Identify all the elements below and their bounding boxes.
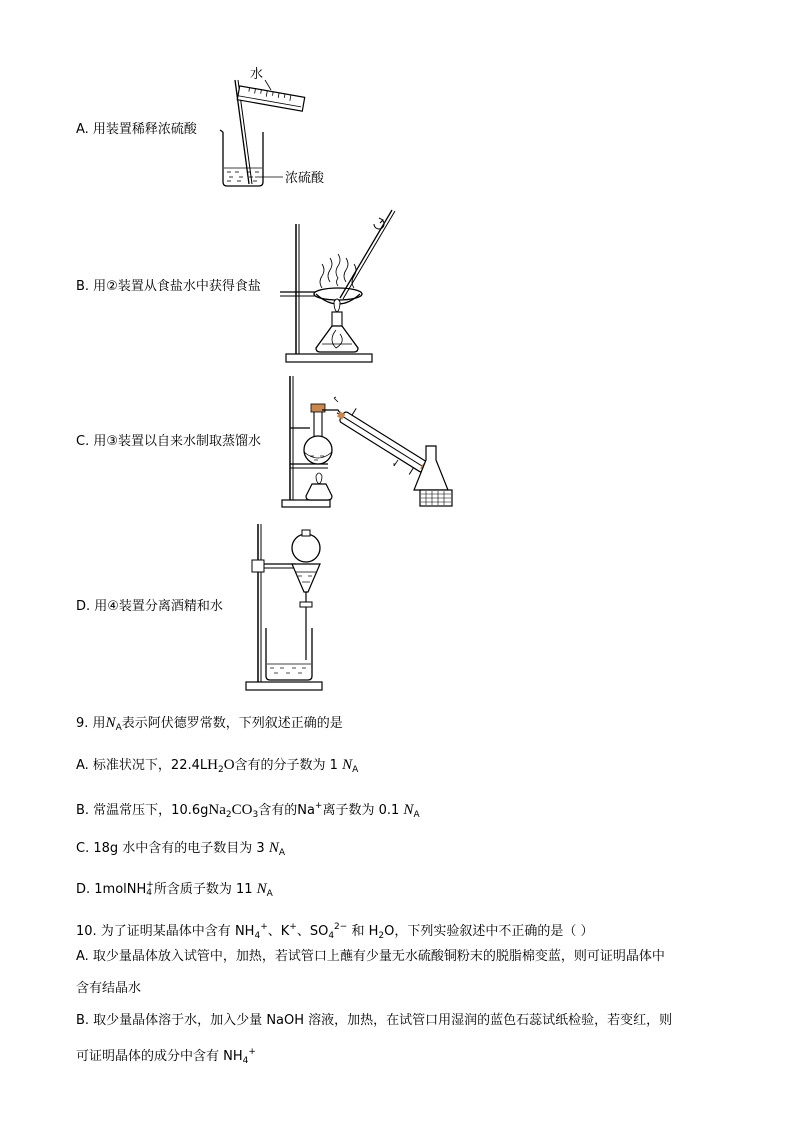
acid-label: 浓硫酸	[285, 171, 325, 186]
question-9-stem: 9. 用$N_A$表示阿伏德罗常数，下列叙述正确的是	[76, 715, 343, 733]
question-9-option-a: A. 标准状况下，$22.4LH_2O$含有的分子数为 1 $N_A$	[76, 757, 359, 775]
question-10-option-b-line2: 可证明晶体的成分中含有 $NH_4^+$	[76, 1047, 256, 1066]
option-8c: C. 用③装置以自来水制取蒸馏水	[76, 434, 261, 449]
distillation-apparatus-figure	[280, 372, 462, 512]
question-10-option-a-line2: 含有结晶水	[76, 981, 142, 996]
option-8b: B. 用②装置从食盐水中获得食盐	[76, 279, 261, 294]
option-8d: D. 用④装置分离酒精和水	[76, 599, 223, 614]
option-8a: A. 用装置稀释浓硫酸	[76, 122, 197, 137]
separation-funnel-figure	[244, 520, 354, 694]
question-9-option-d: D. 1molNH + 4 所含质子数为 11 $N_A$	[76, 880, 273, 899]
question-10-option-b-line1: B. 取少量晶体溶于水，加入少量 NaOH 溶液，加热，在试管口用湿润的蓝色石蕊试纸检验，若变红，则	[76, 1013, 673, 1028]
question-9-option-b: B. 常温常压下，$10.6gNa_2CO_3$含有的Na+离子数为 0.1 $N_A$	[76, 801, 420, 820]
question-9-option-c: C. 18g 水中含有的电子数目为 3 $N_A$	[76, 840, 285, 858]
question-10-option-a-line1: A. 取少量晶体放入试管中，加热，若试管口上蘸有少量无水硫酸铜粉末的脱脂棉变蓝，则可证明晶体中	[76, 949, 665, 964]
evaporation-apparatus-figure	[280, 202, 400, 370]
water-label: 水	[250, 67, 264, 82]
dilution-apparatus-figure	[215, 60, 345, 195]
question-10-stem: 10. 为了证明某晶体中含有 $NH_4^+$、K+、$SO_4^{2-}$ 和 $H_2O$，下列实验叙述中不正确的是（ ）	[76, 922, 594, 941]
